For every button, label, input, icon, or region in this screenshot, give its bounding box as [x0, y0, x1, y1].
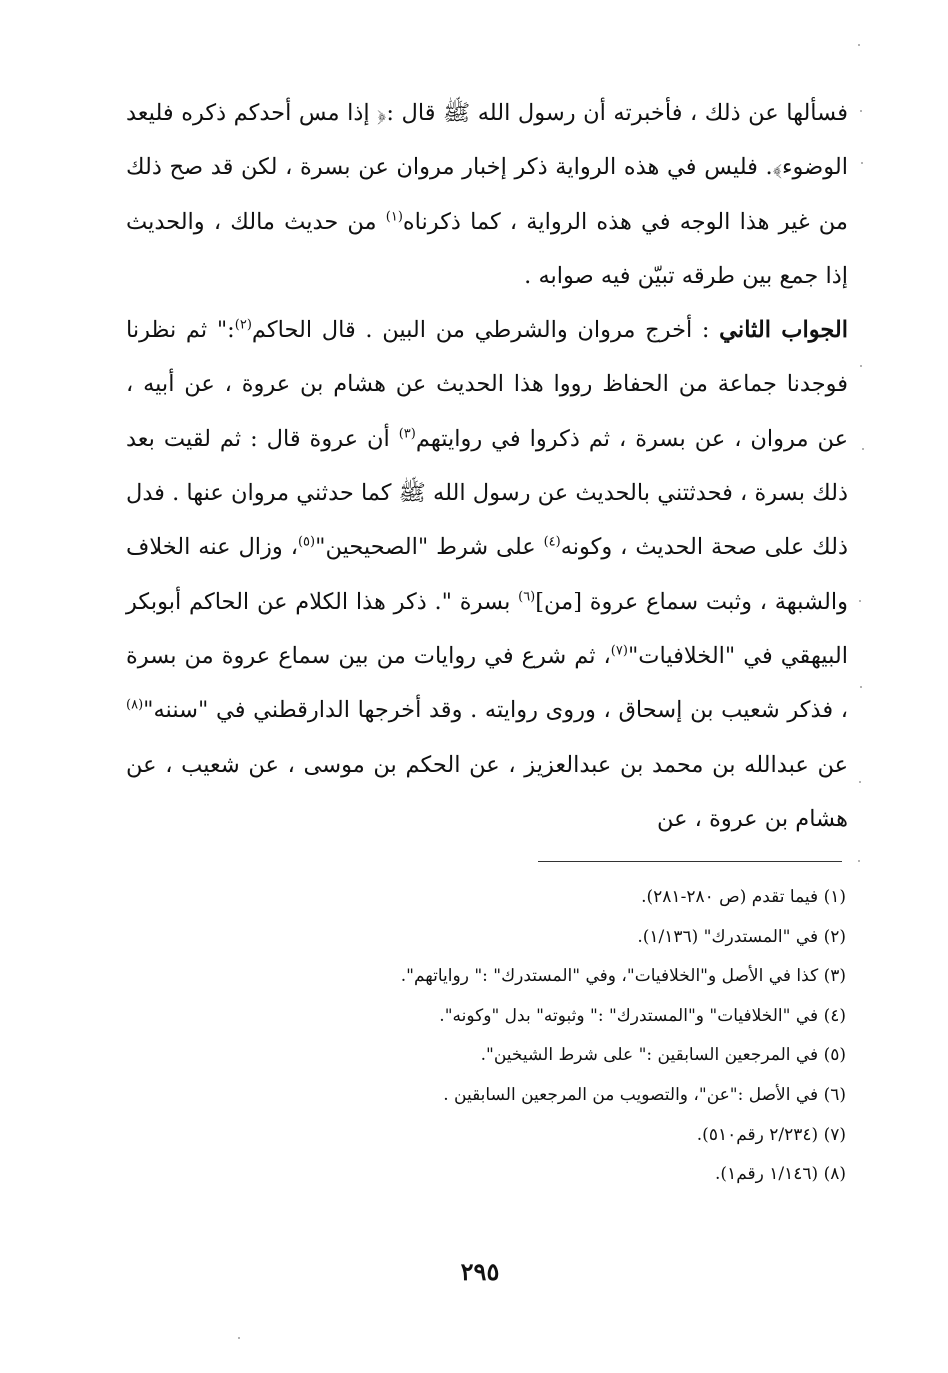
text-run: :" ثم نظرنا فوجدنا جماعة من الحفاظ رووا هذا الحديث عن هشام بن عروة ، عن أبيه ، عن مروان ، عن بسرة ، ثم ذكروا في روايتهم — [126, 317, 849, 452]
footnotes — [126, 878, 846, 1195]
footnote-5: (٥) في المرجعين السابقين :" على شرط الشيخين". — [480, 1045, 846, 1066]
scan-speck — [860, 365, 862, 367]
text-run: بسرة ". ذكر هذا الكلام عن الحاكم أبوبكر البيهقي في "الخلافيات" — [126, 588, 848, 669]
footnote-1: (١) فيما تقدم (ص ٢٨٠-٢٨١). — [641, 887, 846, 907]
text-run: فليعد الوضوء﴾. فليس في هذه الرواية ذكر إخبار مروان عن بسرة ، لكن قد — [126, 100, 848, 181]
scan-speck — [860, 110, 862, 112]
footnote-ref-6[interactable]: (٦) — [518, 589, 536, 605]
scan-speck — [858, 860, 860, 862]
footnote-ref-5[interactable]: (٥) — [297, 534, 316, 550]
text-run: من حديث — [284, 208, 386, 235]
footnote-ref-1[interactable]: (١) — [385, 209, 403, 225]
main-text — [126, 86, 848, 846]
footnote-7: (٧) (٢/٢٣٤ رقم٥١٠). — [696, 1124, 846, 1145]
footnote-ref-3[interactable]: (٣) — [398, 426, 416, 442]
scan-speck — [859, 781, 861, 783]
text-run: صح ذلك من غير هذا الوجه في هذه الرواية ، كما ذكرناه — [126, 154, 848, 235]
paragraph-2 — [126, 303, 848, 846]
page-number: ٢٩٥ — [460, 1257, 500, 1286]
footnote-4: (٤) في "الخلافيات" و"المستدرك" :" وثبوته" بدل "وكونه". — [439, 1005, 846, 1026]
text-run: عن عبدالله بن محمد بن عبدالعزيز ، عن الحكم بن موسى ، عن شعيب ، عن هشام بن عروة ، عن — [126, 751, 848, 832]
text-run: ، وزال عنه الخلاف والشبهة ، وثبت سماع عروة [من] — [126, 534, 848, 615]
scan-speck — [858, 44, 860, 46]
footnote-ref-7[interactable]: (٧) — [610, 643, 628, 659]
scan-speck — [861, 162, 863, 164]
footnote-2: (٢) في "المستدرك" (١/١٣٦). — [637, 926, 846, 947]
text-run: على شرط "الصحيحين" — [315, 534, 544, 561]
footnote-3: (٣) كذا في الأصل و"الخلافيات"، وفي "المستدرك" :" رواياتهم". — [400, 966, 846, 987]
text-run: ، ثم شرع في روايات من بين سماع عروة من بسرة ، فذكر شعيب بن إسحاق ، وروى روايته . وقد أخرجها الدارقطني في "سننه" — [126, 642, 849, 724]
text-run: : أخرج مروان والشرطي من البين . قال الحاكم — [251, 317, 720, 344]
answer-label: الجواب الثاني — [719, 317, 848, 344]
footnote-ref-2[interactable]: (٢) — [234, 317, 252, 333]
text-run: فسألها عن ذلك ، فأخبرته أن رسول الله ﷺ قال :﴿ إذا مس أحدكم ذكره — [181, 100, 848, 126]
scan-speck — [859, 600, 861, 602]
footnote-ref-8[interactable]: (٨) — [126, 697, 144, 713]
scan-speck — [860, 686, 862, 688]
text-run: أن عروة قال : ثم لقيت بعد ذلك بسرة ، فحدثتني بالحديث عن رسول الله ﷺ كما حدثني مروان عنها . فدل ذلك على صحة الحديث ، وكونه — [126, 425, 848, 561]
footnote-6: (٦) في الأصل :"عن"، والتصويب من المرجعين السابقين . — [443, 1084, 846, 1105]
text-run: مالك ، والحديث إذا جمع بين طرقه تبيّن فيه صوابه . — [126, 208, 848, 289]
paragraph-1 — [126, 86, 848, 303]
scan-speck — [862, 448, 864, 450]
footnote-ref-4[interactable]: (٤) — [543, 534, 561, 550]
footnote-separator — [538, 861, 842, 862]
scan-speck — [238, 1337, 240, 1339]
footnote-8: (٨) (١/١٤٦ رقم١). — [715, 1164, 846, 1185]
